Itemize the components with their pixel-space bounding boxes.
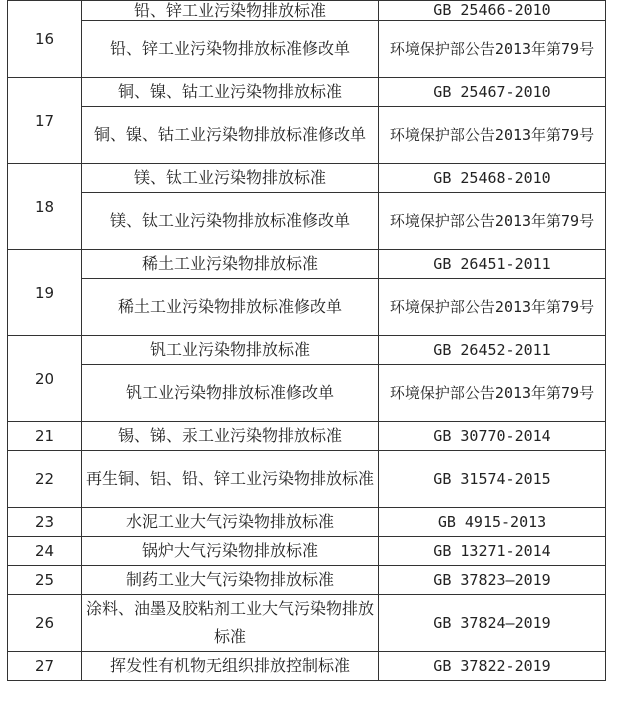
standard-name: 水泥工业大气污染物排放标准 xyxy=(82,508,379,537)
standard-code: GB 25467-2010 xyxy=(379,78,606,107)
table-row xyxy=(8,21,606,78)
standard-name: 挥发性有机物无组织排放控制标准 xyxy=(82,652,379,681)
table-row xyxy=(8,422,606,451)
row-number: 19 xyxy=(8,250,82,336)
standard-name: 铅、锌工业污染物排放标准修改单 xyxy=(82,21,379,78)
standard-name: 钒工业污染物排放标准修改单 xyxy=(82,365,379,422)
standard-name: 钒工业污染物排放标准 xyxy=(82,336,379,365)
table-row xyxy=(8,595,606,652)
standard-code: GB 30770-2014 xyxy=(379,422,606,451)
standards-table xyxy=(7,0,606,681)
table-row xyxy=(8,1,606,21)
standard-code: 环境保护部公告2013年第79号 xyxy=(379,193,606,250)
standard-name: 铅、锌工业污染物排放标准 xyxy=(82,1,379,21)
standard-code: 环境保护部公告2013年第79号 xyxy=(379,107,606,164)
table-row xyxy=(8,365,606,422)
standard-name: 镁、钛工业污染物排放标准 xyxy=(82,164,379,193)
standard-name: 铜、镍、钴工业污染物排放标准 xyxy=(82,78,379,107)
row-number: 22 xyxy=(8,451,82,508)
table-row xyxy=(8,336,606,365)
row-number: 25 xyxy=(8,566,82,595)
standard-code: GB 31574-2015 xyxy=(379,451,606,508)
standard-code: 环境保护部公告2013年第79号 xyxy=(379,21,606,78)
table-row xyxy=(8,652,606,681)
table-row xyxy=(8,451,606,508)
table-row xyxy=(8,107,606,164)
table-row xyxy=(8,508,606,537)
standard-name: 锅炉大气污染物排放标准 xyxy=(82,537,379,566)
standard-code: GB 37824—2019 xyxy=(379,595,606,652)
standard-name: 稀土工业污染物排放标准 xyxy=(82,250,379,279)
row-number: 20 xyxy=(8,336,82,422)
row-number: 27 xyxy=(8,652,82,681)
standard-name: 铜、镍、钴工业污染物排放标准修改单 xyxy=(82,107,379,164)
standard-code: GB 26452-2011 xyxy=(379,336,606,365)
standard-name: 再生铜、铝、铅、锌工业污染物排放标准 xyxy=(82,451,379,508)
table-row xyxy=(8,164,606,193)
table-row xyxy=(8,537,606,566)
standard-name: 制药工业大气污染物排放标准 xyxy=(82,566,379,595)
row-number: 23 xyxy=(8,508,82,537)
table-row xyxy=(8,250,606,279)
standard-code: 环境保护部公告2013年第79号 xyxy=(379,279,606,336)
standard-name: 稀土工业污染物排放标准修改单 xyxy=(82,279,379,336)
row-number: 18 xyxy=(8,164,82,250)
standard-code: GB 4915-2013 xyxy=(379,508,606,537)
row-number: 17 xyxy=(8,78,82,164)
table-row xyxy=(8,78,606,107)
standard-code: GB 37822-2019 xyxy=(379,652,606,681)
standard-code: GB 13271-2014 xyxy=(379,537,606,566)
standard-code: 环境保护部公告2013年第79号 xyxy=(379,365,606,422)
row-number: 26 xyxy=(8,595,82,652)
standard-code: GB 25466-2010 xyxy=(379,1,606,21)
table-row xyxy=(8,279,606,336)
row-number: 24 xyxy=(8,537,82,566)
standard-name: 镁、钛工业污染物排放标准修改单 xyxy=(82,193,379,250)
row-number: 16 xyxy=(8,1,82,78)
row-number: 21 xyxy=(8,422,82,451)
standard-name: 锡、锑、汞工业污染物排放标准 xyxy=(82,422,379,451)
standard-code: GB 25468-2010 xyxy=(379,164,606,193)
standard-code: GB 37823—2019 xyxy=(379,566,606,595)
table-row xyxy=(8,193,606,250)
table-row xyxy=(8,566,606,595)
standard-name: 涂料、油墨及胶粘剂工业大气污染物排放标准 xyxy=(82,595,379,652)
standard-code: GB 26451-2011 xyxy=(379,250,606,279)
